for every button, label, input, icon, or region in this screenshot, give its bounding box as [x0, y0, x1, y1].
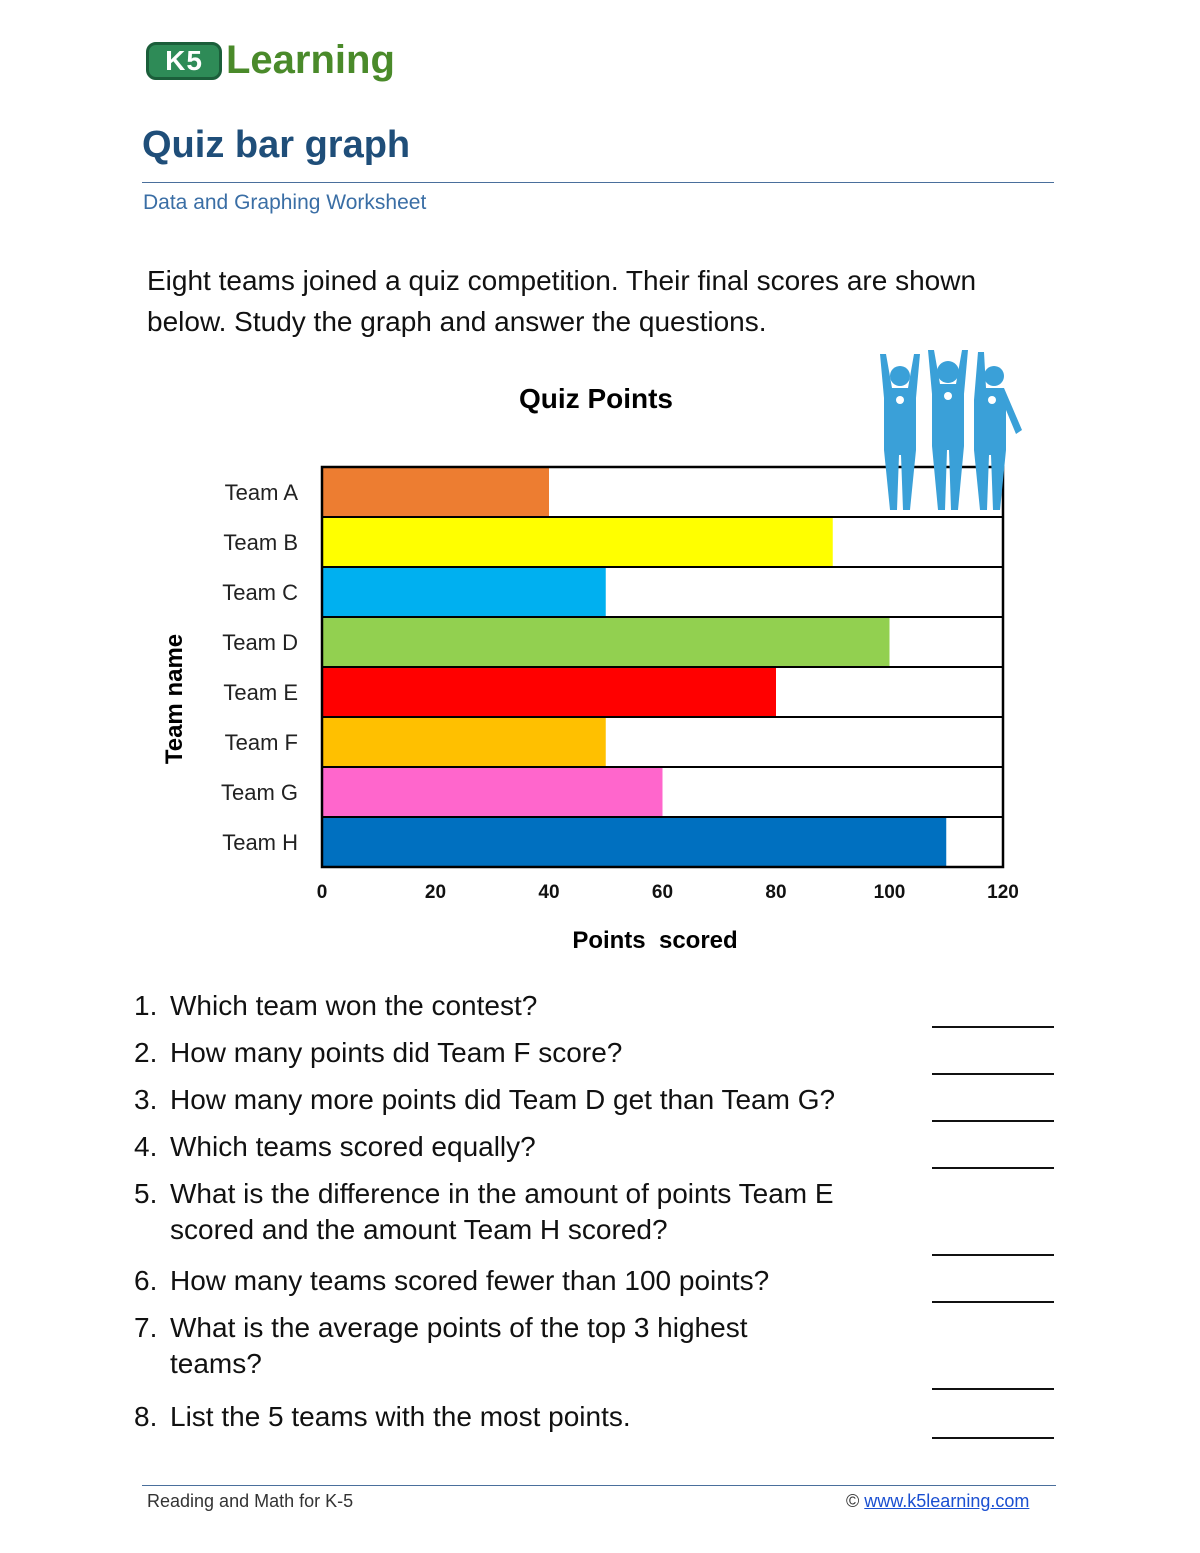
question-number: 3.: [134, 1084, 158, 1115]
answer-blank[interactable]: [932, 1437, 1054, 1439]
question-item: [134, 1178, 924, 1246]
category-label: Team C: [222, 580, 298, 605]
logo-word: Learning: [226, 38, 395, 82]
question-item: [134, 990, 924, 1022]
celebrating-team-icon: [870, 350, 1026, 512]
category-label: Team H: [222, 830, 298, 855]
question-line-1: What is the difference in the amount of points Team E: [170, 1178, 834, 1209]
question-number: 6.: [134, 1265, 158, 1296]
answer-blank[interactable]: [932, 1254, 1054, 1256]
x-tick-label: 60: [651, 882, 674, 903]
question-line-1: Which team won the contest?: [170, 990, 538, 1021]
question-line-1: How many teams scored fewer than 100 points?: [170, 1265, 770, 1296]
bar-team-a: [322, 468, 549, 516]
category-label: Team F: [224, 730, 298, 755]
answer-blank[interactable]: [932, 1120, 1054, 1122]
question-line-2: teams?: [170, 1348, 262, 1379]
bar-team-b: [322, 518, 833, 566]
question-item: [134, 1401, 924, 1433]
x-tick-label: 40: [538, 882, 560, 903]
question-number: 1.: [134, 990, 158, 1021]
x-tick-label: 100: [873, 882, 906, 903]
x-tick-label: 80: [765, 882, 787, 903]
answer-blank[interactable]: [932, 1026, 1054, 1028]
category-label: Team G: [220, 780, 298, 805]
question-text: [170, 1131, 536, 1163]
question-line-1: How many more points did Team D get than Team G?: [170, 1084, 836, 1115]
question-line-1: What is the average points of the top 3 highest: [170, 1312, 748, 1343]
y-axis-label: Team name: [161, 633, 188, 765]
footer-copyright: [846, 1491, 1029, 1512]
question-text: [170, 1401, 631, 1433]
bar-team-c: [322, 568, 606, 616]
category-label: Team A: [224, 480, 298, 505]
answer-blank[interactable]: [932, 1388, 1054, 1390]
question-line-1: Which teams scored equally?: [170, 1131, 536, 1162]
logo-badge: K5: [146, 42, 222, 80]
bar-team-h: [322, 818, 946, 866]
question-item: [134, 1084, 924, 1116]
question-item: [134, 1312, 924, 1380]
question-text: [170, 990, 537, 1022]
category-label: Team E: [223, 680, 298, 705]
question-item: [134, 1037, 924, 1069]
question-line-1: How many points did Team F score?: [170, 1037, 623, 1068]
question-item: [134, 1131, 924, 1163]
x-tick-label: 120: [987, 882, 1019, 903]
bar-team-f: [322, 718, 606, 766]
copyright-symbol: ©: [846, 1491, 860, 1511]
answer-blank[interactable]: [932, 1167, 1054, 1169]
question-item: [134, 1265, 924, 1297]
question-line-2: scored and the amount Team H scored?: [170, 1214, 668, 1245]
page-title: Quiz bar graph: [142, 124, 411, 166]
question-text: [170, 1312, 747, 1380]
footer-tagline: Reading and Math for K-5: [147, 1491, 354, 1511]
question-number: 7.: [134, 1312, 158, 1343]
question-number: 5.: [134, 1178, 158, 1209]
intro-text: Eight teams joined a quiz competition. Their final scores are shown below. Study the graph and answer the questions.: [147, 265, 977, 337]
x-tick-label: 0: [316, 882, 328, 903]
category-label: Team D: [222, 630, 298, 655]
answer-blank[interactable]: [932, 1301, 1054, 1303]
bar-team-g: [322, 768, 663, 816]
x-tick-label: 20: [424, 882, 447, 903]
question-text: [170, 1037, 622, 1069]
question-number: 4.: [134, 1131, 158, 1162]
chart-title: Quiz Points: [519, 383, 673, 414]
question-text: [170, 1084, 835, 1116]
bar-team-d: [322, 618, 890, 666]
question-text: [170, 1178, 834, 1246]
question-number: 8.: [134, 1401, 158, 1432]
footer-divider: [142, 1485, 1056, 1486]
bar-team-e: [322, 668, 776, 716]
category-label: Team B: [223, 530, 298, 555]
answer-blank[interactable]: [932, 1073, 1054, 1075]
question-number: 2.: [134, 1037, 158, 1068]
question-line-1: List the 5 teams with the most points.: [170, 1401, 631, 1432]
page-subtitle: Data and Graphing Worksheet: [143, 191, 427, 214]
footer-link[interactable]: www.k5learning.com: [864, 1491, 1030, 1511]
x-axis-label: Points scored: [572, 927, 738, 954]
question-text: [170, 1265, 769, 1297]
